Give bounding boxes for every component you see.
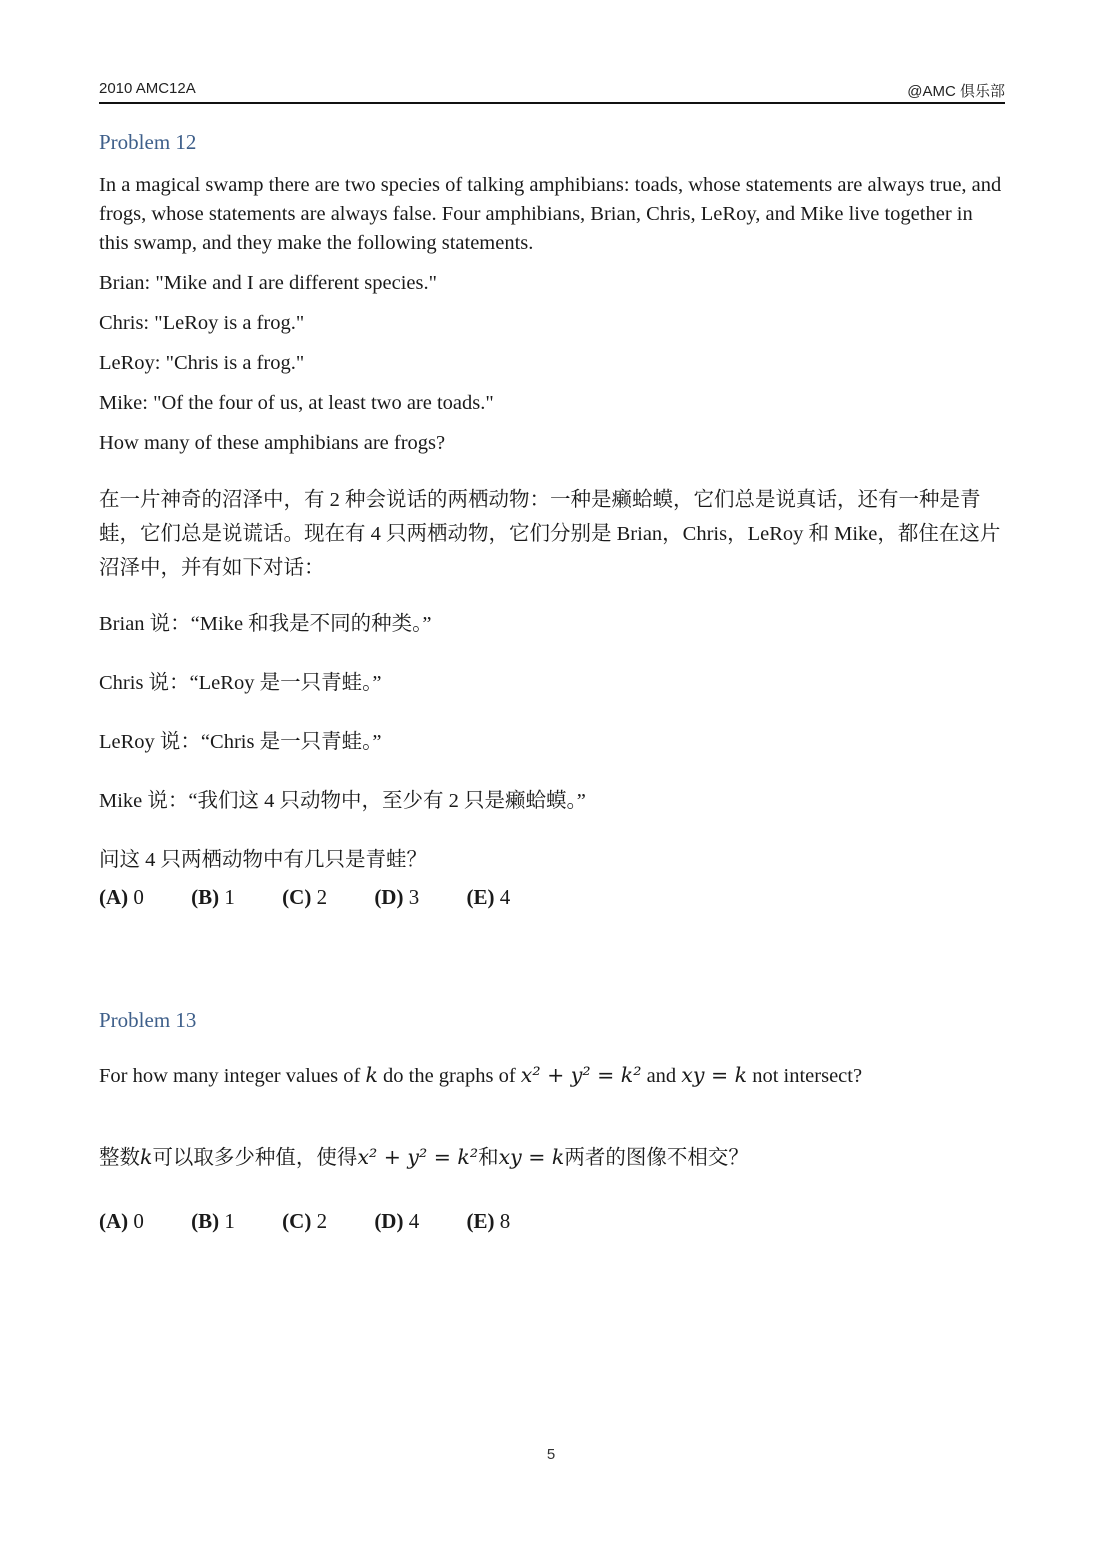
text: and (641, 1065, 682, 1087)
problem-12-intro-en: In a magical swamp there are two species of talking amphibians: toads, whose statements are always true, and frogs, whose statements are always false. Four amphibians, Brian, Chris, LeRoy, and Mike live together in this swamp, and they make the following statements. (99, 174, 1002, 254)
problem-13-question-zh (99, 1143, 1005, 1173)
choice-value: 1 (224, 1209, 235, 1233)
choice-value: 0 (133, 1209, 144, 1233)
choice-b (191, 1209, 235, 1234)
choice-c (282, 1209, 327, 1234)
math-equation-circle: x² + y² = k² (520, 1063, 642, 1087)
statement-en: Chris: "LeRoy is a frog." (99, 312, 305, 334)
page-header (99, 78, 1005, 104)
choice-value: 1 (224, 885, 235, 909)
choice-label: (C) (282, 885, 312, 909)
problem-12-question-zh: 问这 4 只两栖动物中有几只是青蛙？ (99, 849, 427, 871)
choice-label: (E) (466, 1209, 495, 1233)
choice-label: (B) (191, 1209, 220, 1233)
choice-value: 2 (316, 1209, 328, 1233)
choice-b (191, 885, 235, 910)
statement-zh: Brian 说：“Mike 和我是不同的种类。” (99, 613, 432, 635)
text: For how many integer values of (99, 1065, 366, 1087)
statement-zh: Mike 说：“我们这 4 只动物中，至少有 2 只是癞蛤蟆。” (99, 790, 586, 812)
page-number: 5 (546, 1446, 556, 1463)
choice-label: (A) (99, 885, 129, 909)
choice-value: 4 (408, 1209, 420, 1233)
math-equation-hyperbola: xy = k (498, 1145, 565, 1169)
math-var-k: k (140, 1145, 153, 1169)
choice-label: (D) (374, 885, 404, 909)
text: 两者的图像不相交？ (564, 1147, 749, 1169)
choice-value: 0 (133, 885, 144, 909)
header-title: 2010 AMC12A (99, 80, 196, 97)
page-content (99, 130, 1005, 1234)
choice-value: 8 (499, 1209, 511, 1233)
statement-en: LeRoy: "Chris is a frog." (99, 352, 305, 374)
math-equation-circle: x² + y² = k² (357, 1145, 479, 1169)
choice-a (99, 1209, 144, 1234)
choice-value: 2 (316, 885, 328, 909)
problem-12-title: Problem 12 (99, 130, 197, 154)
header-brand: @AMC 俱乐部 (907, 83, 1005, 100)
choice-label: (A) (99, 1209, 129, 1233)
choice-d (374, 885, 419, 910)
text: 可以取多少种值，使得 (152, 1147, 358, 1169)
choice-e (466, 885, 510, 910)
math-equation-hyperbola: xy = k (681, 1063, 748, 1087)
problem-12-intro-zh: 在一片神奇的沼泽中，有 2 种会说话的两栖动物：一种是癞蛤蟆，它们总是说真话，还有一种是青蛙，它们总是说谎话。现在有 4 只两栖动物，它们分别是 Brian，Chris，LeRoy 和 Mike，都住在这片沼泽中，并有如下对话： (99, 489, 1001, 579)
choice-label: (C) (282, 1209, 312, 1233)
text: do the graphs of (377, 1065, 521, 1087)
text: not intersect? (747, 1065, 863, 1087)
problem-13-title: Problem 13 (99, 1008, 197, 1032)
problem-13-choices (99, 1209, 1005, 1234)
choice-c (282, 885, 327, 910)
choice-label: (E) (466, 885, 495, 909)
choice-value: 4 (499, 885, 511, 909)
statement-zh: Chris 说：“LeRoy 是一只青蛙。” (99, 672, 382, 694)
choice-label: (D) (374, 1209, 404, 1233)
problem-13-question-en (99, 1061, 1005, 1091)
statement-en: Mike: "Of the four of us, at least two are toads." (99, 392, 494, 414)
choice-label: (B) (191, 885, 220, 909)
problem-12-choices (99, 885, 1005, 910)
statement-zh: LeRoy 说：“Chris 是一只青蛙。” (99, 731, 382, 753)
text: 和 (478, 1147, 499, 1169)
math-var-k: k (365, 1063, 378, 1087)
choice-e (466, 1209, 510, 1234)
statement-en: Brian: "Mike and I are different species." (99, 272, 437, 294)
choice-a (99, 885, 144, 910)
choice-value: 3 (408, 885, 420, 909)
problem-12-question-en: How many of these amphibians are frogs? (99, 432, 446, 454)
text: 整数 (99, 1147, 140, 1169)
choice-d (374, 1209, 419, 1234)
